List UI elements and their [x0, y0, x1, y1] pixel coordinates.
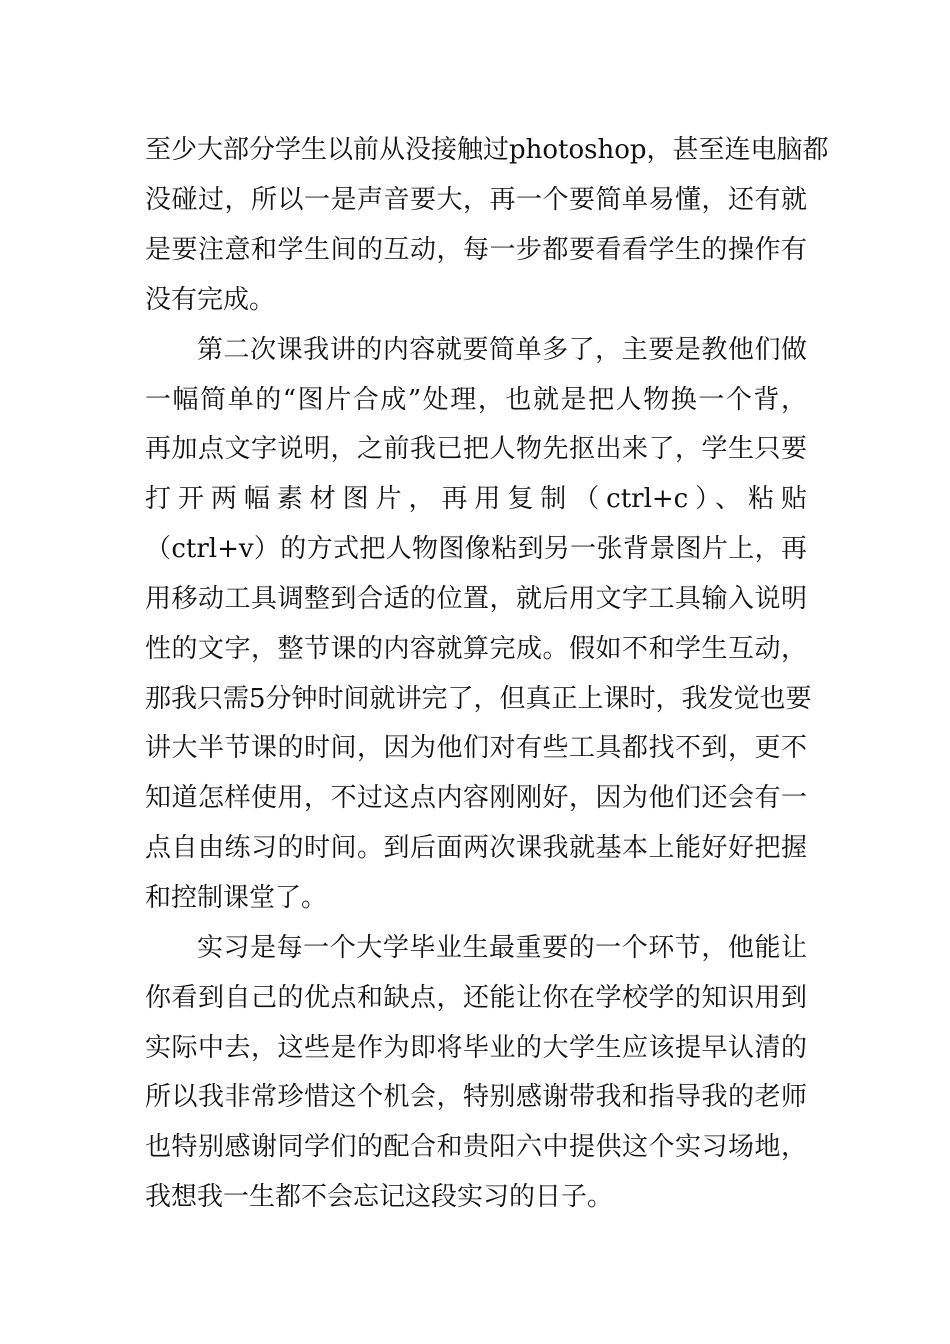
text-line: 用移动工具调整到合适的位置，就后用文字工具输入说明 — [145, 584, 807, 614]
text-line: 第二次课我讲的内容就要简单多了，主要是教他们做 — [197, 335, 807, 365]
text-line: 是要注意和学生间的互动，每一步都要看看学生的操作有 — [145, 235, 807, 265]
text-line: 没碰过，所以一是声音要大，再一个要简单易懂，还有就 — [145, 185, 807, 215]
text-line: 和控制课堂了。 — [145, 883, 328, 913]
text-line: 所以我非常珍惜这个机会，特别感谢带我和指导我的老师 — [145, 1082, 807, 1112]
text-line: 我想我一生都不会忘记这段实习的日子。 — [145, 1182, 614, 1212]
text-line: 再加点文字说明，之前我已把人物先抠出来了，学生只要 — [145, 434, 807, 464]
text-line: 也特别感谢同学们的配合和贵阳六中提供这个实习场地， — [145, 1132, 807, 1162]
text-line: 知道怎样使用，不过这点内容刚刚好，因为他们还会有一 — [145, 783, 807, 813]
text-line: 至少大部分学生以前从没接触过photoshop，甚至连电脑都 — [145, 135, 829, 165]
text-line: 实习是每一个大学毕业生最重要的一个环节，他能让 — [197, 933, 807, 963]
text-line: 那我只需5分钟时间就讲完了，但真正上课时，我发觉也要 — [145, 684, 812, 714]
text-line: 讲大半节课的时间，因为他们对有些工具都找不到，更不 — [145, 733, 807, 763]
text-line: 一幅简单的“图片合成”处理，也就是把人物换一个背， — [145, 385, 807, 415]
text-line: 没有完成。 — [145, 285, 276, 315]
text-line: 实际中去，这些是作为即将毕业的大学生应该提早认清的 — [145, 1033, 807, 1063]
text-line: 性的文字，整节课的内容就算完成。假如不和学生互动， — [145, 634, 807, 664]
text-line: 打开两幅素材图片，再用复制（ctrl+c）、粘贴 — [145, 484, 807, 514]
text-line: （ctrl+v）的方式把人物图像粘到另一张背景图片上，再 — [145, 534, 807, 564]
text-line: 你看到自己的优点和缺点，还能让你在学校学的知识用到 — [145, 983, 807, 1013]
text-line: 点自由练习的时间。到后面两次课我就基本上能好好把握 — [145, 833, 807, 863]
